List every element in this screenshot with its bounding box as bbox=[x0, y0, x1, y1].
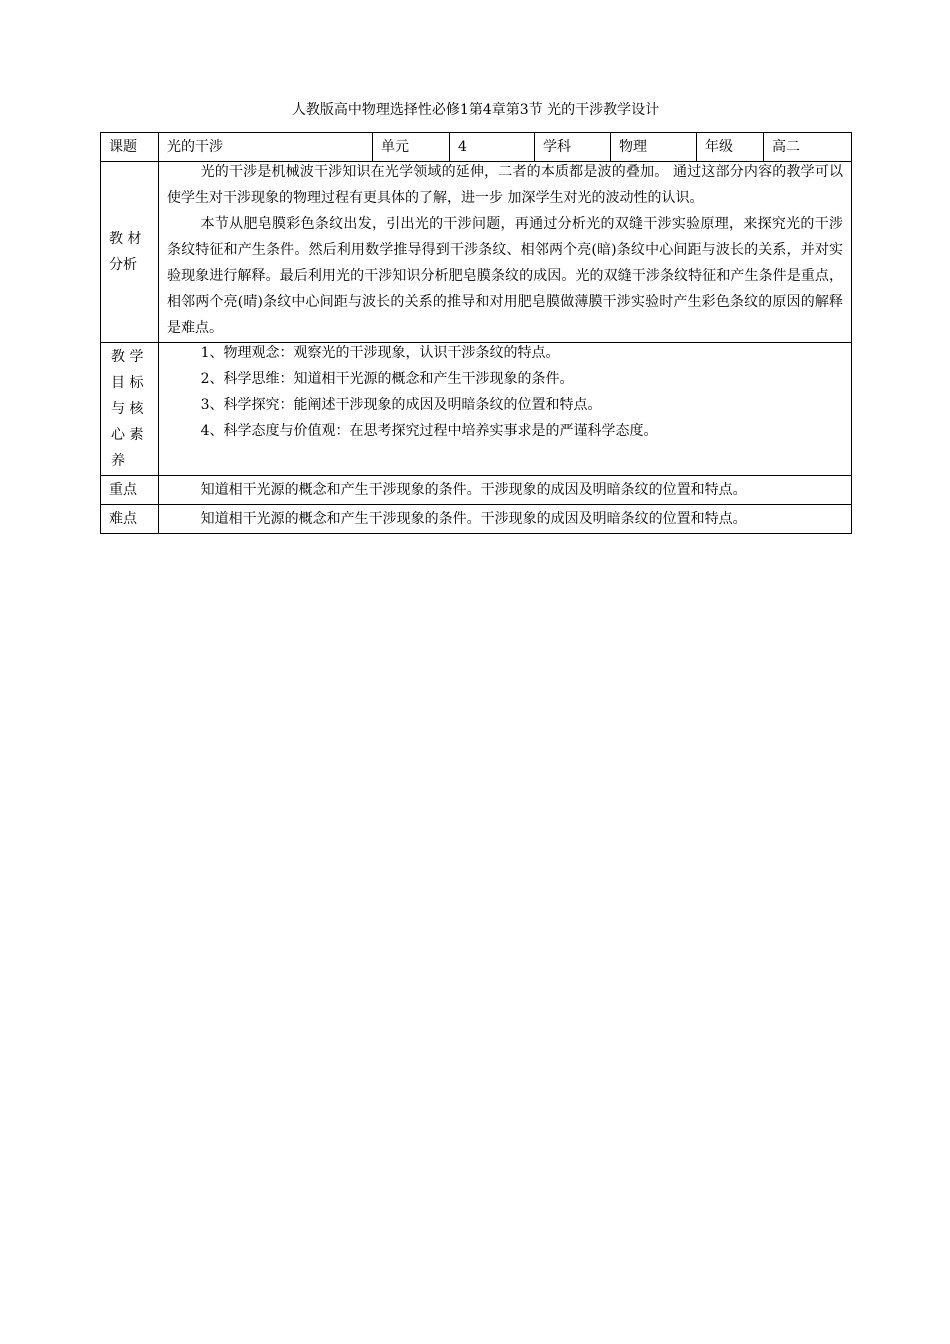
topic-label: 课题 bbox=[101, 133, 159, 162]
difficult-points-text: 知道相干光源的概念和产生干涉现象的条件。干涉现象的成因及明暗条纹的位置和特点。 bbox=[200, 511, 747, 527]
subject-label: 学科 bbox=[535, 133, 611, 162]
grade-label: 年级 bbox=[697, 133, 764, 162]
material-analysis-paragraph-1: 光的干涉是机械波干涉知识在光学领域的延伸，二者的本质都是波的叠加。 通过这部分内容的教学可以使学生对干涉现象的物理过程有更具体的了解，进一步 加深学生对光的波动性的认识。 bbox=[167, 164, 843, 206]
topic-value: 光的干涉 bbox=[159, 133, 373, 162]
unit-label: 单元 bbox=[373, 133, 450, 162]
objective-item-4: 4、科学态度与价值观：在思考探究过程中培养实事求是的严谨科学态度。 bbox=[200, 423, 658, 439]
objective-item-2: 2、科学思维：知道相干光源的概念和产生干涉现象的条件。 bbox=[200, 371, 574, 387]
material-analysis-content bbox=[159, 162, 852, 343]
header-row bbox=[101, 133, 852, 162]
objective-item-3: 3、科学探究：能阐述干涉现象的成因及明暗条纹的位置和特点。 bbox=[200, 397, 602, 413]
objectives-label-line5: 养 bbox=[111, 453, 125, 469]
grade-value: 高二 bbox=[764, 133, 852, 162]
unit-value: 4 bbox=[450, 133, 535, 162]
lesson-plan-table bbox=[100, 132, 852, 534]
material-analysis-label-line1: 教 材 bbox=[109, 231, 142, 247]
objectives-content bbox=[159, 343, 852, 476]
objectives-label-line4: 心 素 bbox=[111, 427, 144, 443]
material-analysis-label bbox=[101, 162, 159, 343]
objectives-row bbox=[101, 343, 852, 476]
difficult-points-row bbox=[101, 505, 852, 534]
key-points-label: 重点 bbox=[101, 476, 159, 505]
objectives-label bbox=[101, 343, 159, 476]
key-points-text: 知道相干光源的概念和产生干涉现象的条件。干涉现象的成因及明暗条纹的位置和特点。 bbox=[200, 482, 747, 498]
difficult-points-label: 难点 bbox=[101, 505, 159, 534]
document-title: 人教版高中物理选择性必修1第4章第3节 光的干涉教学设计 bbox=[291, 102, 660, 118]
key-points-content bbox=[159, 476, 852, 505]
objective-item-1: 1、物理观念：观察光的干涉现象，认识干涉条纹的特点。 bbox=[200, 345, 560, 361]
material-analysis-label-line2: 分析 bbox=[109, 257, 137, 273]
material-analysis-paragraph-2: 本节从肥皂膜彩色条纹出发，引出光的干涉问题，再通过分析光的双缝干涉实验原理，来探究光的干涉条纹特征和产生条件。然后利用数学推导得到干涉条纹、相邻两个亮(暗)条纹中心间距与波长的关系，并对实验现象进行解释。最后利用光的干涉知识分析肥皂膜条纹的成因。光的双缝干涉条纹特征和产生条件是重点，相邻两个亮(晴)条纹中心间距与波长的关系的推导和对用肥皂膜做薄膜干涉实验时产生彩色条纹的原因的解释是难点。 bbox=[167, 216, 843, 336]
objectives-label-line1: 教 学 bbox=[111, 349, 144, 365]
objectives-label-line2: 目 标 bbox=[111, 375, 144, 391]
material-analysis-row bbox=[101, 162, 852, 343]
subject-value: 物理 bbox=[611, 133, 697, 162]
objectives-label-line3: 与 核 bbox=[111, 401, 144, 417]
difficult-points-content bbox=[159, 505, 852, 534]
key-points-row bbox=[101, 476, 852, 505]
